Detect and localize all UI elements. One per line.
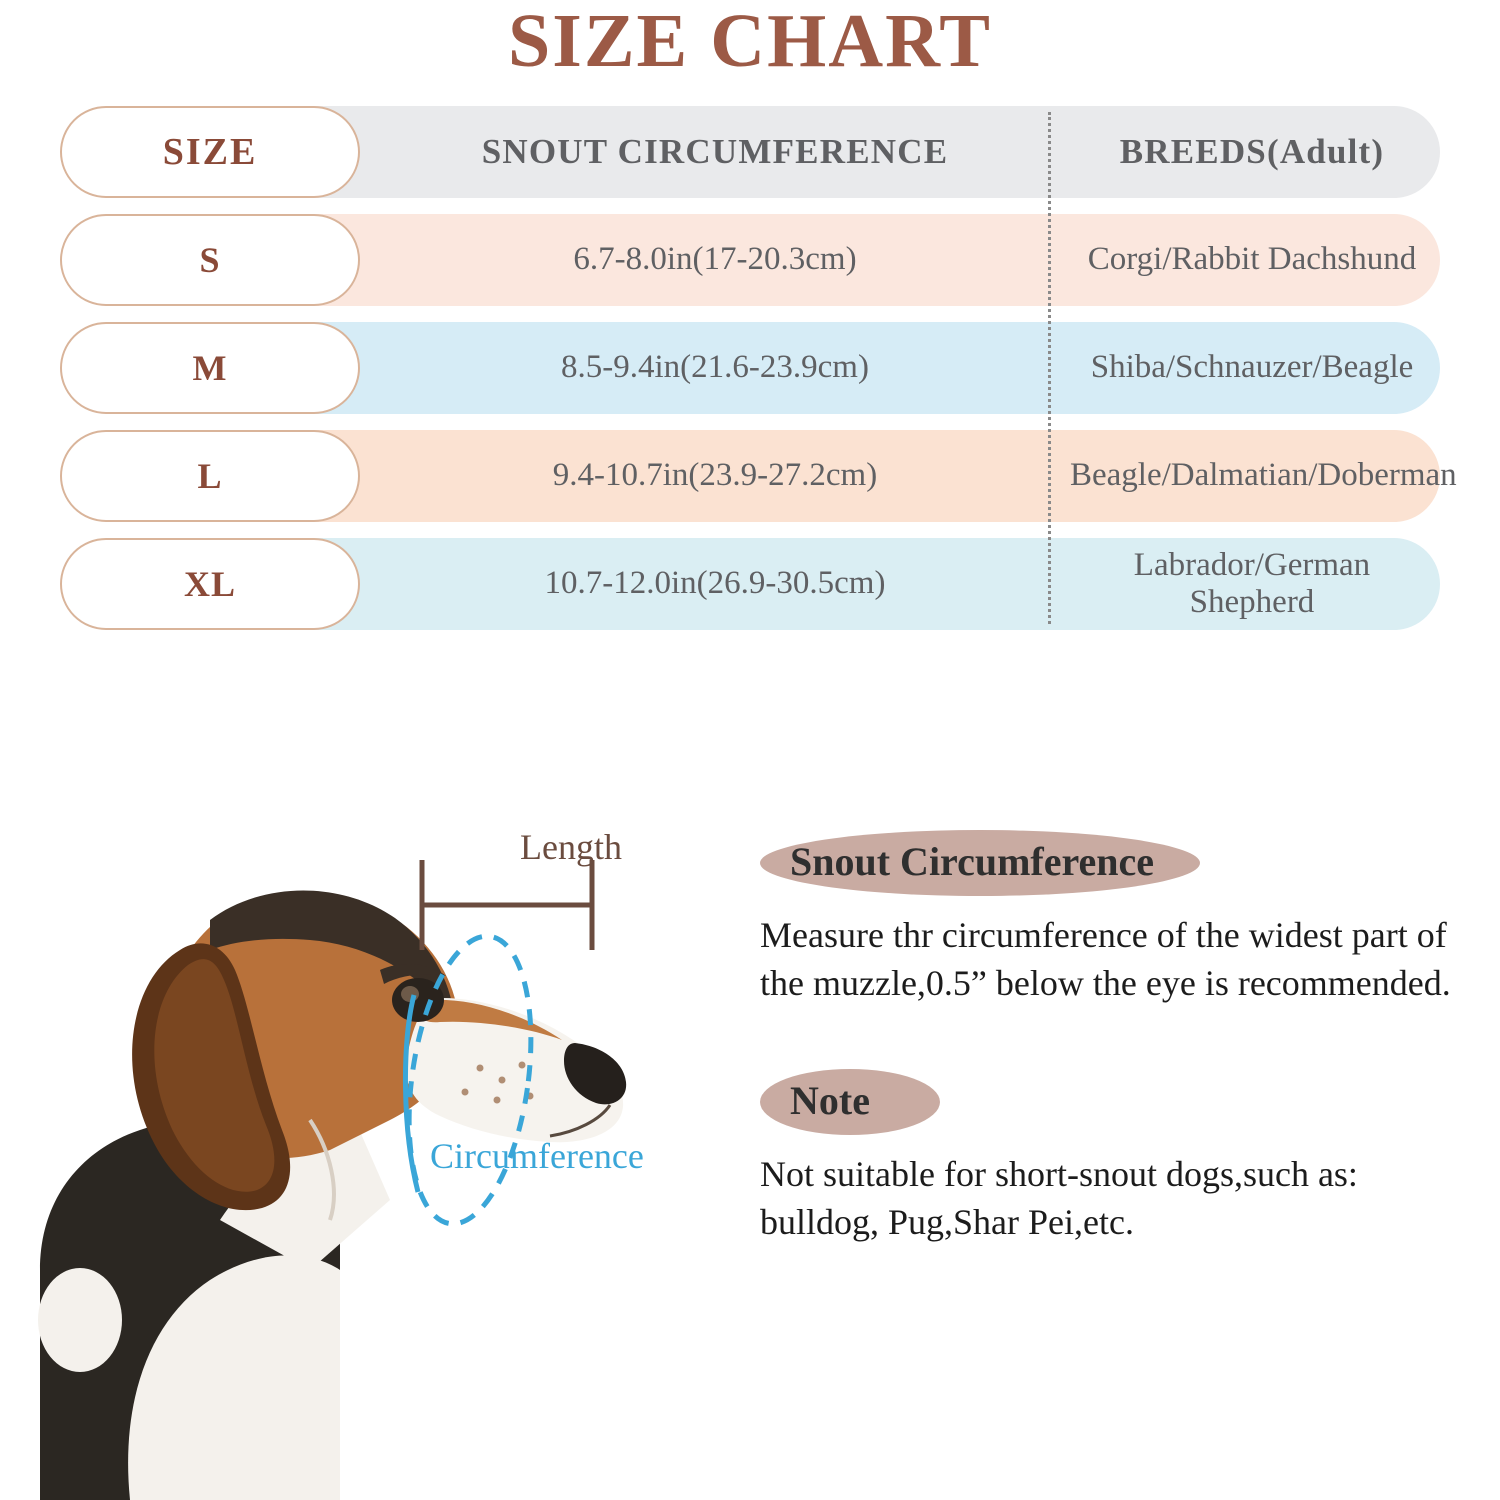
header-label-breeds: BREEDS(Adult) [1119,131,1385,171]
header-content [360,106,1440,198]
header-label-snout: SNOUT CIRCUMFERENCE [481,131,949,171]
snout-info-block [760,830,1480,1007]
size-chart-table [60,106,1457,630]
snout-description: Measure thr circumference of the widest part of the muzzle,0.5” below the eye is recommended. [760,915,1451,1003]
row-value-breeds: Labrador/German Shepherd [1133,546,1371,620]
info-column [760,830,1480,1246]
row-value-snout: 9.4-10.7in(23.9-27.2cm) [552,457,878,494]
row-value-snout: 10.7-12.0in(26.9-30.5cm) [544,565,886,602]
row-content [360,322,1440,414]
row-content [360,214,1440,306]
row-cell-size [60,430,360,522]
note-heading: Note [760,1069,940,1135]
row-cell-size [60,538,360,630]
row-value-breeds: Beagle/Dalmatian/Doberman [1070,457,1457,494]
row-cell-size [60,214,360,306]
row-value-breeds: Shiba/Schnauzer/Beagle [1090,349,1414,386]
row-label-size: XL [183,563,236,604]
table-row [60,538,1440,630]
row-content [360,538,1440,630]
row-content [360,430,1463,522]
row-label-size: L [197,455,223,496]
row-value-breeds: Corgi/Rabbit Dachshund [1087,241,1417,278]
circumference-label: Circumference [430,1136,644,1176]
length-label: Length [520,827,622,867]
note-block [760,1069,1480,1246]
row-label-size: M [192,347,228,388]
row-cell-size [60,322,360,414]
page-title: SIZE CHART [507,0,992,83]
snout-heading: Snout Circumference [760,830,1200,896]
table-header-row [60,106,1440,198]
column-divider [1048,112,1051,624]
row-value-snout: 6.7-8.0in(17-20.3cm) [573,241,857,278]
header-cell-size [60,106,360,198]
row-value-snout: 8.5-9.4in(21.6-23.9cm) [561,349,869,386]
header-label-size: SIZE [162,130,258,173]
note-description: Not suitable for short-snout dogs,such as: bulldog, Pug,Shar Pei,etc. [760,1154,1358,1242]
measurement-section [0,790,1500,1500]
table-row [60,322,1440,414]
table-row [60,430,1457,522]
table-row [60,214,1440,306]
row-label-size: S [199,239,221,280]
dog-illustration-area [0,790,700,1500]
